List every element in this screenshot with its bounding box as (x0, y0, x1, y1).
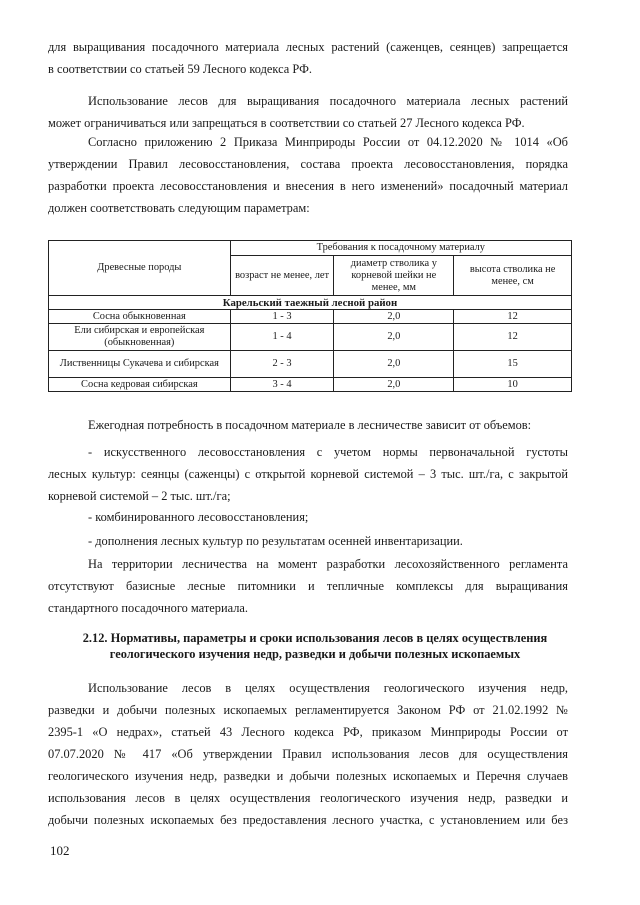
species-cell: Ели сибирская и европейская (обыкновенная) (49, 324, 231, 351)
diameter-cell: 2,0 (334, 378, 454, 392)
text-line: отсутствуют базисные лесные питомники и тепличные комплексы для выращивания (48, 579, 568, 593)
text-line: Согласно приложению 2 Приказа Минприроды России от 04.12.2020 № 1014 «Об (88, 135, 568, 149)
paragraph-order-reference (48, 131, 568, 219)
table-row (49, 351, 572, 378)
text-line: в соответствии со статьей 59 Лесного кодекса РФ. (48, 62, 312, 76)
text-line: 07.07.2020 № 417 «Об утверждении Правил использования лесов для осуществления (48, 747, 568, 761)
needs-item-combined: - комбинированного лесовосстановления; (88, 510, 309, 524)
needs-item-supplement: - дополнения лесных культур по результатам осенней инвентаризации. (88, 534, 463, 548)
page-number: 102 (50, 843, 70, 858)
text-line: может ограничиваться или запрещаться в соответствии со статьей 27 Лесного кодекса РФ. (48, 116, 525, 130)
paragraph-forest-use-restriction (48, 90, 568, 134)
text-line: для выращивания посадочного материала лесных растений (саженцев, сеянцев) запрещается (48, 40, 568, 54)
text-line: Использование лесов для выращивания посадочного материала лесных растений (88, 94, 568, 108)
paragraph-nurseries (48, 553, 568, 619)
text-line: разработки проекта лесовосстановления и внесения в него изменений» посадочный материал (48, 179, 568, 193)
species-header: Древесные породы (49, 241, 231, 296)
table-row (49, 378, 572, 392)
text-line: лесных культур: сеянцы (саженцы) с открытой корневой системой – 3 тыс. шт./га, с закрытой (48, 467, 568, 481)
planting-material-table (48, 240, 572, 392)
age-cell: 2 - 3 (230, 351, 334, 378)
text-line: стандартного посадочного материала. (48, 601, 248, 615)
text-line: утверждении Правил лесовосстановления, состава проекта лесовосстановления, порядка (48, 157, 568, 171)
needs-item-artificial (48, 441, 568, 507)
table-row (49, 310, 572, 324)
diameter-cell: 2,0 (334, 324, 454, 351)
height-cell: 15 (454, 351, 572, 378)
needs-intro: Ежегодная потребность в посадочном материале в лесничестве зависит от объемов: (88, 418, 532, 432)
requirements-group-header: Требования к посадочному материалу (230, 241, 571, 256)
height-header: высота стволика не менее, см (454, 256, 572, 296)
text-line: добычи полезных ископаемых без предоставления лесного участка, с установлением или без (48, 813, 568, 827)
diameter-cell: 2,0 (334, 310, 454, 324)
text-line: геологического изучения недр, разведки и добычи полезных ископаемых и Перечня случаев (48, 769, 568, 783)
species-cell: Лиственницы Сукачева и сибирская (49, 351, 231, 378)
text-line: На территории лесничества на момент разработки лесохозяйственного регламента (88, 557, 568, 571)
height-cell: 12 (454, 324, 572, 351)
heading-line: геологического изучения недр, разведки и добычи полезных ископаемых (109, 647, 521, 661)
diameter-cell: 2,0 (334, 351, 454, 378)
age-header: возраст не менее, лет (230, 256, 334, 296)
paragraph-geology-use (48, 677, 568, 831)
text-line: - искусственного лесовосстановления с учетом нормы первоначальной густоты (88, 445, 568, 459)
text-line: 2395-1 «О недрах», статьей 43 Лесного кодекса РФ, приказом Минприроды России от (48, 725, 568, 739)
height-cell: 12 (454, 310, 572, 324)
section-heading (60, 630, 570, 662)
age-cell: 3 - 4 (230, 378, 334, 392)
paragraph-planting-prohibition (48, 36, 568, 80)
age-cell: 1 - 3 (230, 310, 334, 324)
table-row (49, 324, 572, 351)
species-cell: Сосна обыкновенная (49, 310, 231, 324)
text-line: должен соответствовать следующим параметрам: (48, 201, 310, 215)
species-cell: Сосна кедровая сибирская (49, 378, 231, 392)
age-cell: 1 - 4 (230, 324, 334, 351)
heading-line: 2.12. Нормативы, параметры и сроки использования лесов в целях осуществления (82, 631, 548, 645)
text-line: Использование лесов в целях осуществления геологического изучения недр, (88, 681, 568, 695)
height-cell: 10 (454, 378, 572, 392)
text-line: использования лесов в целях осуществления геологического изучения недр, разведки и (48, 791, 568, 805)
text-line: корневой системой – 2 тыс. шт./га; (48, 489, 231, 503)
diameter-header: диаметр стволика у корневой шейки не менее, мм (334, 256, 454, 296)
region-row: Карельский таежный лесной район (49, 296, 572, 310)
text-line: разведки и добычи полезных ископаемых регламентируется Законом РФ от 21.02.1992 № (48, 703, 568, 717)
